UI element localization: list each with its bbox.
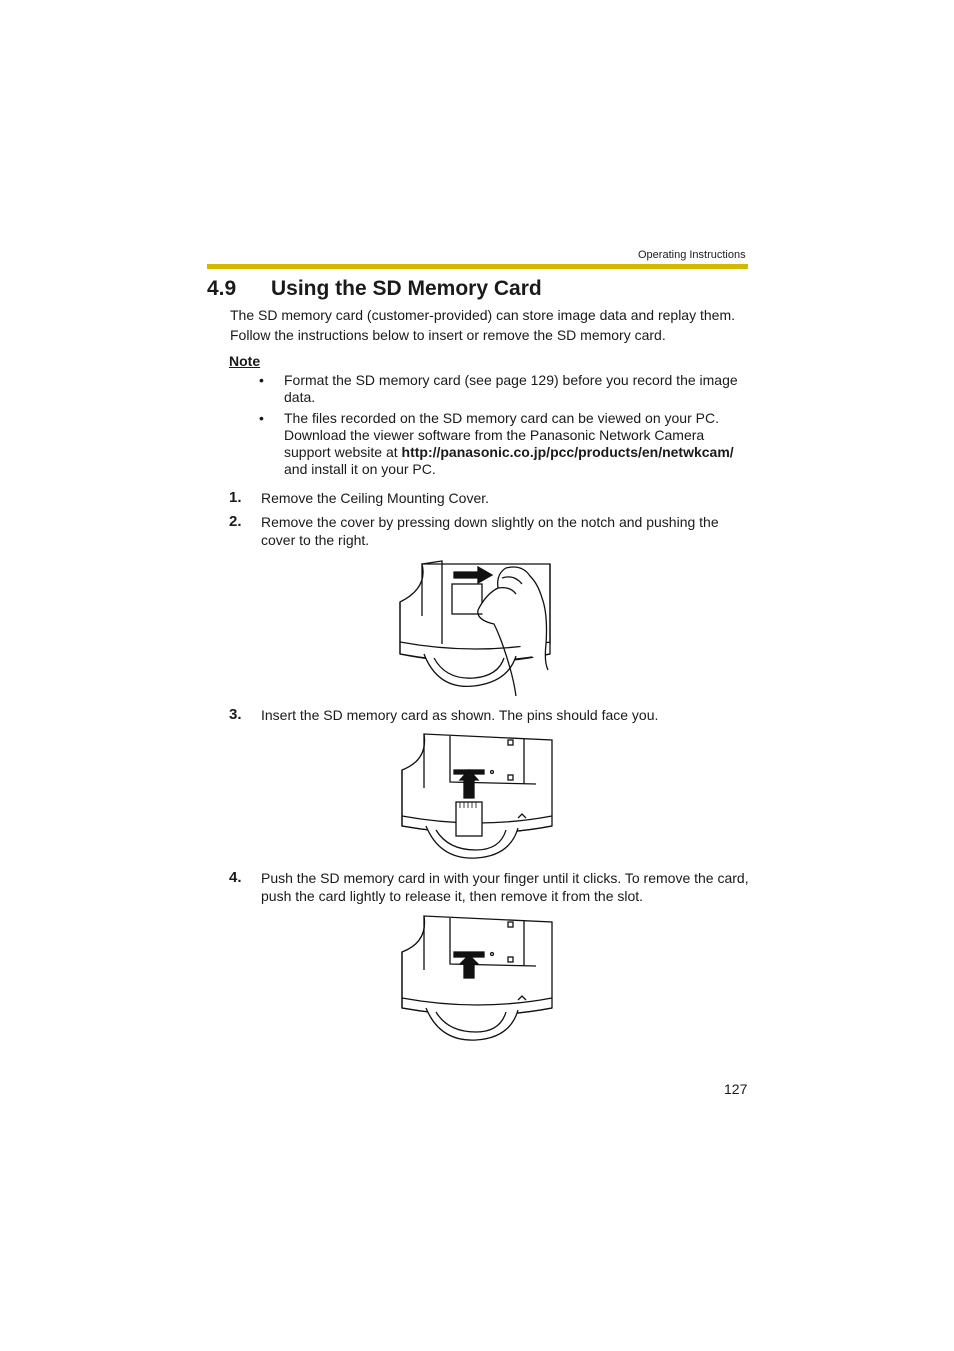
camera-cover-removal-illustration	[398, 558, 558, 700]
step-text: Push the SD memory card in with your finger until it clicks. To remove the card, push the card lightly to release it, then remove it from the slot.	[261, 870, 749, 904]
support-website-link[interactable]: http://panasonic.co.jp/pcc/products/en/netwkcam/	[401, 444, 734, 460]
section-title-text: Using the SD Memory Card	[271, 277, 542, 300]
sd-card-insertion-illustration	[400, 730, 556, 862]
step-number: 4.	[229, 869, 242, 886]
note-bullet-text: Format the SD memory card (see page 129) before you record the image data.	[284, 372, 738, 405]
step-number: 2.	[229, 513, 242, 530]
step-text: Insert the SD memory card as shown. The pins should face you.	[261, 707, 659, 723]
header-rule	[207, 264, 748, 269]
note-label: Note	[229, 353, 261, 369]
step-text: Remove the cover by pressing down slightly on the notch and pushing the cover to the right.	[261, 514, 719, 548]
step-text: Remove the Ceiling Mounting Cover.	[261, 490, 490, 506]
note-bullet-text: The files recorded on the SD memory card can be viewed on your PC. Download the viewer software from the Panasonic Network Camera support website at	[284, 410, 719, 460]
intro-line-2: Follow the instructions below to insert or remove the SD memory card.	[230, 327, 666, 343]
note-bullet-list	[257, 372, 752, 482]
sd-card-push-in-illustration	[400, 912, 556, 1044]
page-number: 127	[724, 1081, 748, 1097]
step-number: 1.	[229, 489, 242, 506]
note-bullet: • The files recorded on the SD memory card can be viewed on your PC. Download the viewer software from the Panasonic Network Camera support website at http://panasonic.co.jp/pcc/products/en/netwkcam/ and install it on your PC.	[259, 410, 734, 477]
intro-paragraph	[230, 305, 760, 345]
running-header: Operating Instructions	[638, 249, 746, 261]
note-bullet-text-end: and install it on your PC.	[284, 461, 436, 477]
intro-line-1: The SD memory card (customer-provided) can store image data and replay them.	[230, 307, 735, 323]
note-bullet: • Format the SD memory card (see page 129) before you record the image data.	[259, 372, 738, 405]
section-title	[207, 277, 542, 301]
section-number: 4.9	[207, 277, 237, 300]
step-number: 3.	[229, 706, 242, 723]
